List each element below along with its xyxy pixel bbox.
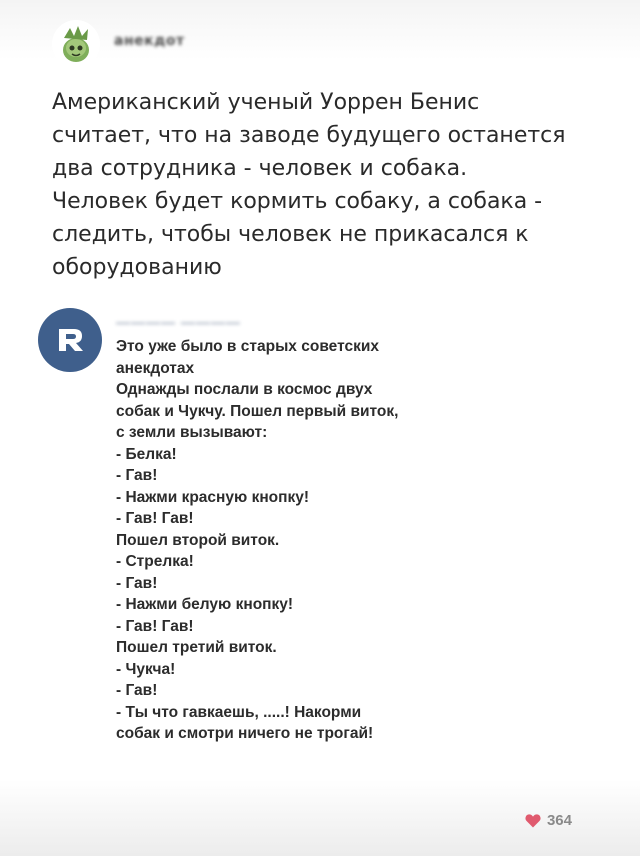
comment-text: Это уже было в старых советских анекдотах Однажды послали в космос двух собак и Чукчу. Пошел первый виток, с земли вызывают: - Белка! - Гав! - Нажми красную кнопку! - Гав! Гав! Пошел второй виток. - Стрелка! - Гав! - Нажми белую кнопку! - Гав! Гав! Пошел третий виток. - Чукча! - Гав! - Ты что гавкаешь, .....! Накорми собак и смотри ничего не трогай!: [116, 338, 399, 742]
heart-icon: [525, 814, 541, 828]
comment-author-name[interactable]: ———— ————: [116, 314, 241, 330]
comment-avatar[interactable]: [38, 308, 102, 372]
post-author-name[interactable]: анекдот: [114, 33, 185, 49]
like-button[interactable]: [525, 812, 572, 829]
r-logo-icon: [50, 320, 90, 360]
leaf-creature-avatar-icon: [52, 20, 100, 68]
post-avatar[interactable]: [52, 20, 100, 68]
post-text: Американский ученый Уоррен Бенис считает, что на заводе будущего останется два сотрудника - человек и собака. Человек будет кормить собаку, а собака - следить, чтобы человек не прикасался к оборудованию: [52, 90, 566, 280]
post-header: [52, 16, 185, 72]
like-count: 364: [546, 812, 572, 829]
